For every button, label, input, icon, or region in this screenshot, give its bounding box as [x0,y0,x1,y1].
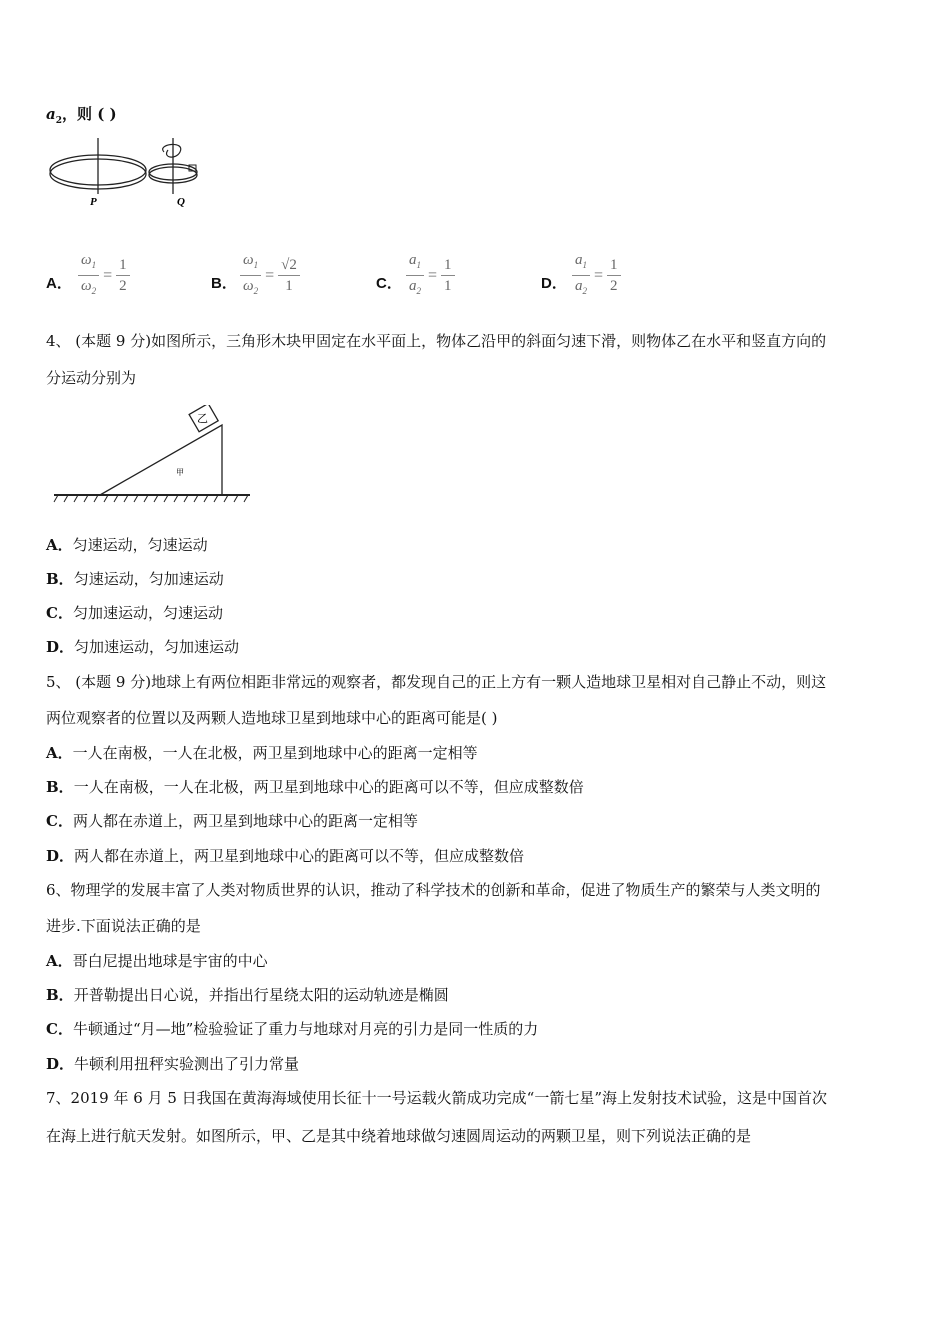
incline-figure [50,405,255,510]
wheels-figure [46,132,206,212]
q6-option-b[interactable]: B．开普勒提出日心说，并指出行星绕太阳的运动轨迹是椭圆 [46,986,449,1004]
q3-option-b-formula: $\frac{\omega_1}{\omega_2}$ = $\frac{√2}{1}$ [240,250,300,301]
q5-option-d[interactable]: D．两人都在赤道上，两卫星到地球中心的距离可以不等，但应成整数倍 [46,847,525,865]
q6-stem-line1: 6、物理学的发展丰富了人类对物质世界的认识，推动了科学技术的创新和革命，促进了物质生产的繁荣与人类文明的 [46,881,821,899]
q4-option-c[interactable]: C．匀加速运动，匀速运动 [46,604,223,622]
q3-option-a-formula: $\frac{\omega_1}{\omega_2}$ = $\frac{1}{2}$ [78,250,130,301]
q5-option-a[interactable]: A．一人在南极，一人在北极，两卫星到地球中心的距离一定相等 [46,744,478,762]
q4-option-b[interactable]: B．匀速运动，匀加速运动 [46,570,224,588]
ground-hatch [54,495,248,502]
question-3-paren: ，则 ( ) [62,105,117,123]
label-q: Q [177,196,185,208]
q4-stem-line1: 4、 (本题 9 分)如图所示，三角形木块甲固定在水平面上，物体乙沿甲的斜面匀速下滑，则物体乙在水平和竖直方向的 [46,332,827,350]
q5-option-c[interactable]: C．两人都在赤道上，两卫星到地球中心的距离一定相等 [46,812,418,830]
q3-option-d-formula: $\frac{a_1}{a_2}$ = $\frac{1}{2}$ [572,250,621,301]
q3-option-a-label[interactable]: A． [46,275,72,292]
q6-option-d[interactable]: D．牛顿利用扭秤实验测出了引力常量 [46,1055,300,1073]
q3-option-b-label[interactable]: B． [211,275,237,292]
q5-stem-line1: 5、 (本题 9 分)地球上有两位相距非常远的观察者，都发现自己的正上方有一颗人造地球卫星相对自己静止不动，则这 [46,673,827,691]
q3-option-c-formula: $\frac{a_1}{a_2}$ = $\frac{1}{1}$ [406,250,455,301]
q4-option-a[interactable]: A．匀速运动，匀速运动 [46,536,208,554]
rotation-arrow [163,144,181,157]
accel-var: a [46,105,56,123]
q7-stem-line1: 7、2019 年 6 月 5 日我国在黄海海域使用长征十一号运载火箭成功完成“一箭七星”海上发射技术试验，这是中国首次 [46,1089,827,1107]
q6-option-a[interactable]: A．哥白尼提出地球是宇宙的中心 [46,952,268,970]
q6-stem-line2: 进步.下面说法正确的是 [46,917,201,935]
question-3-tail [46,103,117,126]
q7-stem-line2: 在海上进行航天发射。如图所示，甲、乙是其中绕着地球做匀速圆周运动的两颗卫星，则下列说法正确的是 [46,1127,752,1145]
block-label: 乙 [197,412,208,425]
wedge-jia [100,425,222,495]
accel-sub: 2 [55,116,62,126]
wedge-label: 甲 [176,468,184,477]
q4-stem-line2: 分运动分别为 [46,369,137,387]
block-yi [189,405,218,432]
q5-option-b[interactable]: B．一人在南极，一人在北极，两卫星到地球中心的距离可以不等，但应成整数倍 [46,778,584,796]
q3-option-c-label[interactable]: C． [376,275,402,292]
q4-option-d[interactable]: D．匀加速运动，匀加速运动 [46,638,240,656]
q3-option-d-label[interactable]: D． [541,275,567,292]
q6-option-c[interactable]: C．牛顿通过“月—地”检验验证了重力与地球对月亮的引力是同一性质的力 [46,1020,539,1038]
q5-stem-line2: 两位观察者的位置以及两颗人造地球卫星到地球中心的距离可能是( ) [46,709,498,727]
label-p: P [90,196,97,208]
